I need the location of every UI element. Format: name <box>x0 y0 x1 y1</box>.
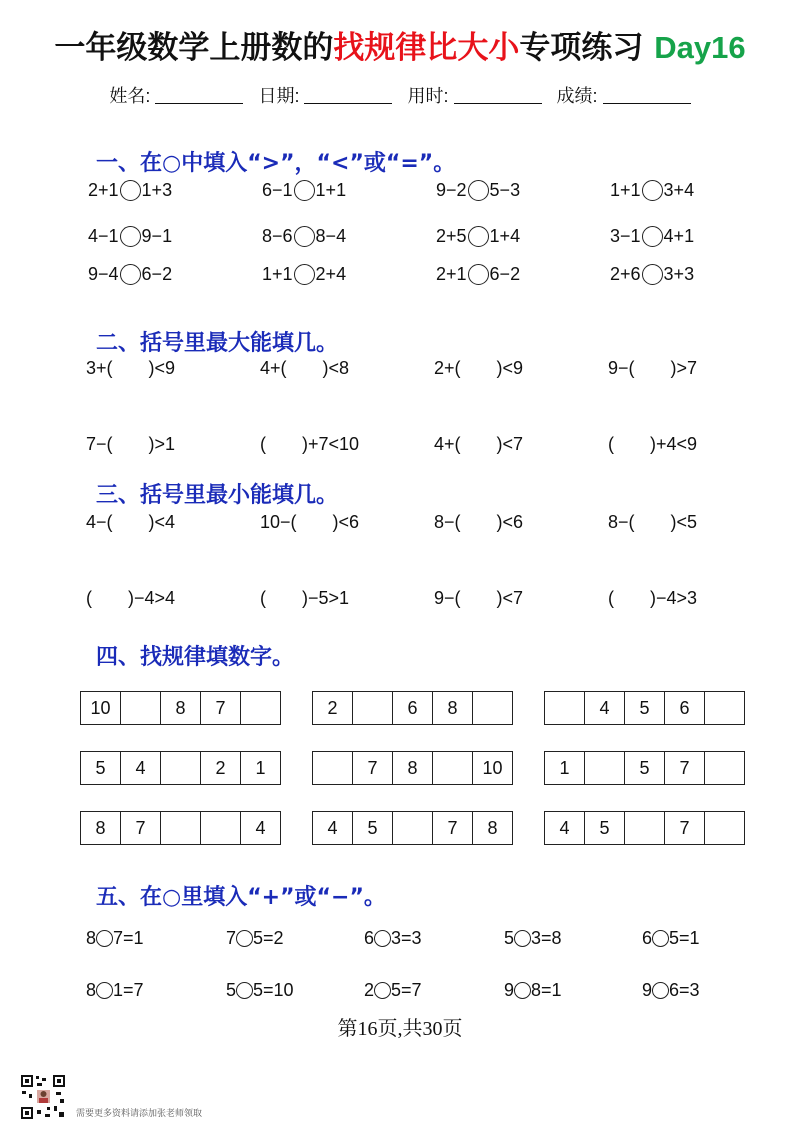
sequence-box <box>544 691 745 725</box>
bracket-exercise[interactable]: 9−( )>7 <box>608 358 698 378</box>
bracket-exercise[interactable]: 8−( )<5 <box>608 512 698 532</box>
time-blank[interactable] <box>454 89 542 104</box>
first-number: 6 <box>364 928 375 948</box>
sequence-cell: 1 <box>545 752 585 784</box>
sequence-blank-cell[interactable] <box>201 812 241 844</box>
sequence-box <box>312 751 513 785</box>
sequence-cell: 8 <box>473 812 513 844</box>
operator-exercise <box>504 980 562 1001</box>
operator-circle[interactable] <box>96 930 113 947</box>
left-expression: 6−1 <box>262 180 293 200</box>
operator-exercise <box>364 980 422 1001</box>
operator-circle[interactable] <box>652 982 669 999</box>
info-name: 姓名: <box>109 86 243 106</box>
rest-expression: 8=1 <box>531 980 562 1000</box>
right-expression: 3+4 <box>663 180 695 200</box>
operator-circle[interactable] <box>374 930 391 947</box>
bracket-exercise[interactable]: 10−( )<6 <box>260 512 360 532</box>
right-expression: 6−2 <box>489 264 521 284</box>
bracket-exercise[interactable]: ( )+7<10 <box>260 434 360 454</box>
right-expression: 6−2 <box>141 264 173 284</box>
sequence-cell: 2 <box>313 692 353 724</box>
name-blank[interactable] <box>155 89 243 104</box>
rest-expression: 6=3 <box>669 980 700 1000</box>
sequence-cell: 7 <box>665 752 705 784</box>
section4-heading: 四、找规律填数字。 <box>96 645 295 670</box>
rest-expression: 5=7 <box>391 980 422 1000</box>
left-expression: 2+6 <box>610 264 641 284</box>
sequence-blank-cell[interactable] <box>161 812 201 844</box>
first-number: 8 <box>86 980 97 1000</box>
section5-heading: 五、在○里填入“+”或“−”。 <box>96 885 386 910</box>
title-highlight: 找规律比大小 <box>333 30 520 66</box>
footer-note: 需要更多资料请添加张老师领取 <box>76 1108 203 1118</box>
sequence-cell: 5 <box>625 752 665 784</box>
sequence-cell: 5 <box>625 692 665 724</box>
answer-circle[interactable] <box>294 264 315 285</box>
right-expression: 9−1 <box>141 226 173 246</box>
sequence-cell: 2 <box>201 752 241 784</box>
info-date: 日期: <box>258 86 392 106</box>
bracket-exercise[interactable]: ( )−4>4 <box>86 588 176 608</box>
right-expression: 5−3 <box>489 180 521 200</box>
operator-exercise <box>364 928 422 949</box>
compare-exercise <box>610 264 694 285</box>
compare-exercise <box>436 264 520 285</box>
sequence-cell: 5 <box>353 812 393 844</box>
bracket-exercise[interactable]: ( )−4>3 <box>608 588 698 608</box>
compare-exercise <box>262 180 346 201</box>
compare-exercise <box>262 226 346 247</box>
operator-circle[interactable] <box>96 982 113 999</box>
rest-expression: 3=3 <box>391 928 422 948</box>
bracket-exercise[interactable]: 3+( )<9 <box>86 358 176 378</box>
sequence-cell: 5 <box>81 752 121 784</box>
right-expression: 2+4 <box>315 264 347 284</box>
right-expression: 1+3 <box>141 180 173 200</box>
left-expression: 9−4 <box>88 264 119 284</box>
student-info-row <box>0 82 800 108</box>
sequence-blank-cell[interactable] <box>705 692 745 724</box>
bracket-exercise[interactable]: 4+( )<7 <box>434 434 524 454</box>
sequence-blank-cell[interactable] <box>241 692 281 724</box>
operator-exercise <box>642 980 700 1001</box>
left-expression: 2+1 <box>436 264 467 284</box>
bracket-exercise[interactable]: ( )−5>1 <box>260 588 350 608</box>
page-number: 第16页,共30页 <box>337 1018 463 1040</box>
sequence-blank-cell[interactable] <box>705 812 745 844</box>
answer-circle[interactable] <box>468 226 489 247</box>
right-expression: 1+1 <box>315 180 347 200</box>
operator-circle[interactable] <box>514 982 531 999</box>
compare-exercise <box>436 180 520 201</box>
first-number: 2 <box>364 980 375 1000</box>
sequence-cell: 4 <box>545 812 585 844</box>
rest-expression: 7=1 <box>113 928 144 948</box>
answer-circle[interactable] <box>468 264 489 285</box>
answer-circle[interactable] <box>120 226 141 247</box>
section2-heading: 二、括号里最大能填几。 <box>96 331 339 356</box>
first-number: 9 <box>642 980 653 1000</box>
first-number: 7 <box>226 928 237 948</box>
sequence-cell: 4 <box>241 812 281 844</box>
right-expression: 1+4 <box>489 226 521 246</box>
left-expression: 2+1 <box>88 180 119 200</box>
compare-exercise <box>88 264 172 285</box>
answer-circle[interactable] <box>642 226 663 247</box>
answer-circle[interactable] <box>120 264 141 285</box>
operator-exercise <box>642 928 700 949</box>
sequence-blank-cell[interactable] <box>121 692 161 724</box>
compare-exercise <box>610 180 694 201</box>
sequence-cell: 5 <box>585 812 625 844</box>
operator-exercise <box>86 980 144 1001</box>
sequence-cell: 4 <box>121 752 161 784</box>
sequence-box <box>312 811 513 845</box>
bracket-exercise[interactable]: 2+( )<9 <box>434 358 524 378</box>
sequence-cell: 10 <box>473 752 513 784</box>
info-time: 用时: <box>408 86 542 106</box>
compare-exercise <box>88 180 172 201</box>
compare-exercise <box>436 226 520 247</box>
answer-circle[interactable] <box>642 264 663 285</box>
left-expression: 2+5 <box>436 226 467 246</box>
sequence-cell: 8 <box>393 752 433 784</box>
compare-exercise <box>262 264 346 285</box>
sequence-cell: 6 <box>393 692 433 724</box>
compare-exercise <box>610 226 694 247</box>
operator-circle[interactable] <box>374 982 391 999</box>
operator-exercise <box>86 928 144 949</box>
sequence-cell: 7 <box>433 812 473 844</box>
date-blank[interactable] <box>304 89 392 104</box>
bracket-exercise[interactable]: 9−( )<7 <box>434 588 524 608</box>
operator-circle[interactable] <box>236 930 253 947</box>
info-score: 成绩: <box>557 86 691 106</box>
left-expression: 1+1 <box>262 264 293 284</box>
sequence-box <box>544 751 745 785</box>
first-number: 5 <box>226 980 237 1000</box>
rest-expression: 5=10 <box>253 980 294 1000</box>
operator-exercise <box>226 928 284 949</box>
first-number: 8 <box>86 928 97 948</box>
first-number: 9 <box>504 980 515 1000</box>
operator-circle[interactable] <box>514 930 531 947</box>
left-expression: 1+1 <box>610 180 641 200</box>
sequence-box <box>544 811 745 845</box>
first-number: 6 <box>642 928 653 948</box>
sequence-blank-cell[interactable] <box>313 752 353 784</box>
bracket-exercise[interactable]: 7−( )>1 <box>86 434 176 454</box>
sequence-blank-cell[interactable] <box>433 752 473 784</box>
sequence-box <box>312 691 513 725</box>
first-number: 5 <box>504 928 515 948</box>
compare-exercise <box>88 226 172 247</box>
sequence-blank-cell[interactable] <box>705 752 745 784</box>
sequence-box <box>80 751 281 785</box>
left-expression: 3−1 <box>610 226 641 246</box>
answer-circle[interactable] <box>294 226 315 247</box>
qr-code-icon <box>20 1074 66 1120</box>
bracket-exercise[interactable]: 4−( )<4 <box>86 512 176 532</box>
score-blank[interactable] <box>603 89 691 104</box>
title-part1: 一年级数学上册数的 <box>54 30 334 66</box>
sequence-box <box>80 691 281 725</box>
sequence-blank-cell[interactable] <box>161 752 201 784</box>
sequence-cell: 8 <box>81 812 121 844</box>
answer-circle[interactable] <box>120 180 141 201</box>
bracket-exercise[interactable]: 8−( )<6 <box>434 512 524 532</box>
section3-heading: 三、括号里最小能填几。 <box>96 483 339 508</box>
right-expression: 8−4 <box>315 226 347 246</box>
sequence-blank-cell[interactable] <box>353 692 393 724</box>
operator-circle[interactable] <box>652 930 669 947</box>
sequence-cell: 8 <box>161 692 201 724</box>
sequence-cell: 1 <box>241 752 281 784</box>
answer-circle[interactable] <box>294 180 315 201</box>
answer-circle[interactable] <box>468 180 489 201</box>
sequence-cell: 4 <box>313 812 353 844</box>
rest-expression: 5=2 <box>253 928 284 948</box>
sequence-cell: 7 <box>121 812 161 844</box>
left-expression: 4−1 <box>88 226 119 246</box>
sequence-blank-cell[interactable] <box>545 692 585 724</box>
page-title <box>0 22 800 67</box>
rest-expression: 5=1 <box>669 928 700 948</box>
sequence-cell: 10 <box>81 692 121 724</box>
bracket-exercise[interactable]: 4+( )<8 <box>260 358 350 378</box>
sequence-cell: 7 <box>665 812 705 844</box>
sequence-cell: 7 <box>201 692 241 724</box>
rest-expression: 3=8 <box>531 928 562 948</box>
sequence-blank-cell[interactable] <box>393 812 433 844</box>
sequence-blank-cell[interactable] <box>625 812 665 844</box>
section1-heading: 一、在○中填入“>”，“<”或“=”。 <box>96 151 456 176</box>
sequence-cell: 7 <box>353 752 393 784</box>
title-part2: 专项练习 <box>519 30 655 66</box>
operator-exercise <box>226 980 294 1001</box>
sequence-cell: 8 <box>433 692 473 724</box>
bracket-exercise[interactable]: ( )+4<9 <box>608 434 698 454</box>
right-expression: 4+1 <box>663 226 695 246</box>
answer-circle[interactable] <box>642 180 663 201</box>
right-expression: 3+3 <box>663 264 695 284</box>
left-expression: 9−2 <box>436 180 467 200</box>
sequence-cell: 6 <box>665 692 705 724</box>
left-expression: 8−6 <box>262 226 293 246</box>
operator-exercise <box>504 928 562 949</box>
operator-circle[interactable] <box>236 982 253 999</box>
sequence-blank-cell[interactable] <box>585 752 625 784</box>
rest-expression: 1=7 <box>113 980 144 1000</box>
sequence-box <box>80 811 281 845</box>
sequence-blank-cell[interactable] <box>473 692 513 724</box>
sequence-cell: 4 <box>585 692 625 724</box>
title-day: Day16 <box>654 30 746 65</box>
